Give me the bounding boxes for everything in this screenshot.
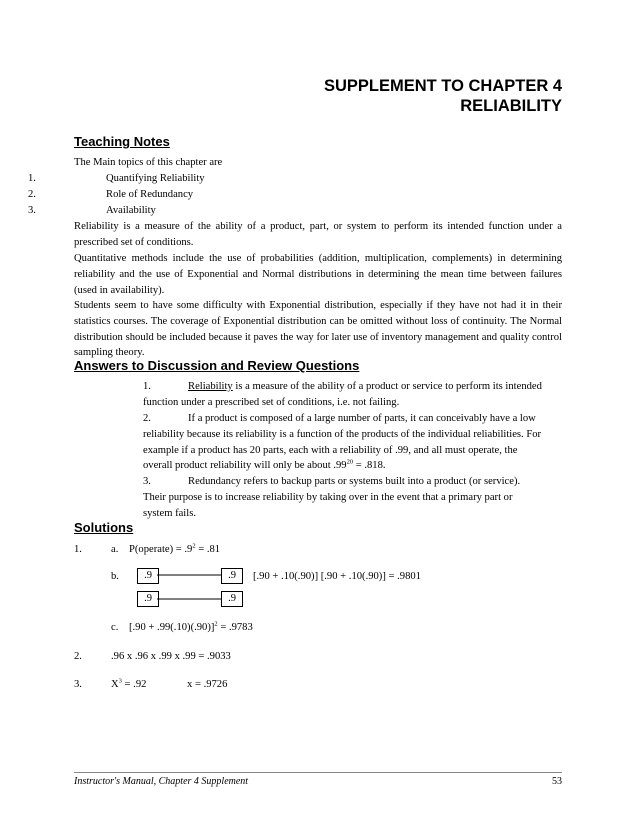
solution-1-number: 1. [74, 544, 82, 555]
topic-number: 2. [28, 189, 36, 200]
page-number: 53 [552, 776, 562, 787]
topic-text: Availability [106, 205, 156, 216]
answer-text-end: = .818. [353, 460, 386, 472]
chapter-title-line1: SUPPLEMENT TO CHAPTER 4 [323, 77, 562, 95]
solution-3-number: 3. [74, 679, 82, 690]
solution-3 [111, 677, 146, 693]
answer-number: 2. [143, 413, 151, 424]
topic-item [28, 203, 228, 219]
teaching-notes-heading: Teaching Notes [74, 134, 170, 149]
chapter-title [162, 76, 562, 116]
paragraph-students: Students seem to have some difficulty with Exponential distribution, especially if they have not had it in their statistics courses. The coverage of Exponential distribution can be omitted without loss of continuity. The Normal distribution should be included because it paves the way for later use of inventory management and quality control sampling theory. [74, 300, 562, 359]
topic-text: Role of Redundancy [106, 189, 194, 200]
answer-text: is a measure of the ability of a product or service to perform its intended function under a prescribed set of conditions, i.e. not failing. [143, 381, 542, 408]
answers-heading: Answers to Discussion and Review Questions [74, 358, 360, 373]
solution-2-number: 2. [74, 651, 82, 662]
solution-3-var: X [111, 679, 119, 690]
topic-item [28, 187, 228, 203]
chapter-title-line2: RELIABILITY [460, 97, 562, 115]
solution-3-answer: x = .9726 [187, 679, 228, 690]
paragraph-definition: Reliability is a measure of the ability of a product, part, or system to perform its intended function under a prescribed set of conditions. [74, 221, 562, 248]
solution-1a-result: = .81 [195, 544, 221, 555]
answer-number: 1. [143, 381, 151, 392]
solution-1b-label: b. [111, 571, 119, 582]
paragraph-methods: Quantitative methods include the use of probabilities (addition, multiplication, complements) in determining reliability and the use of Exponential and Normal distributions in determining the mean time between failures (used in availability). [74, 253, 562, 296]
topic-number: 1. [28, 173, 36, 184]
solution-1c-exponent: 2 [214, 620, 218, 628]
solutions-heading: Solutions [74, 520, 134, 535]
topic-item [28, 171, 228, 187]
component-box: .9 [137, 591, 159, 607]
answer-exponent: 20 [346, 458, 354, 466]
footer-rule [74, 772, 562, 773]
solution-1a [129, 542, 220, 558]
solution-1b-formula: [.90 + .10(.90)] [.90 + .10(.90)] = .9801 [253, 571, 421, 582]
solution-1a-label: a. [111, 544, 119, 555]
topics-intro: The Main topics of this chapter are [74, 157, 223, 168]
component-box: .9 [221, 591, 243, 607]
solution-1c [129, 620, 253, 636]
answer-3 [143, 474, 543, 521]
topic-text: Quantifying Reliability [106, 173, 205, 184]
solution-1c-text: [.90 + .99(.10)(.90)] [129, 622, 215, 633]
answer-number: 3. [143, 476, 151, 487]
solution-1c-label: c. [111, 622, 119, 633]
solution-3-eq: = .92 [121, 679, 147, 690]
solution-1c-result: = .9783 [217, 622, 253, 633]
solution-3-exponent: 3 [118, 677, 122, 685]
answer-text: If a product is composed of a large number of parts, it can conceivably have a low reliability because its reliability is a function of the products of the individual reliabilities. For example if a product has 20 parts, each with a reliability of .99, and all must operate, the overall product reliability will only be about .99 [143, 413, 542, 472]
topic-number: 3. [28, 205, 36, 216]
answer-2 [143, 411, 543, 474]
answer-1 [143, 379, 543, 411]
solution-2-text: .96 x .96 x .99 x .99 = .9033 [111, 651, 231, 662]
component-box: .9 [221, 568, 243, 584]
solution-1a-text: P(operate) = .9 [129, 544, 193, 555]
answer-text: Redundancy refers to backup parts or systems built into a product (or service). Their purpose is to increase reliability by taking over in the event that a primary part or system fails. [143, 476, 521, 519]
solution-1a-exponent: 2 [192, 542, 196, 550]
component-box: .9 [137, 568, 159, 584]
answer-term: Reliability [188, 381, 233, 392]
footer-title: Instructor's Manual, Chapter 4 Supplement [74, 776, 249, 787]
